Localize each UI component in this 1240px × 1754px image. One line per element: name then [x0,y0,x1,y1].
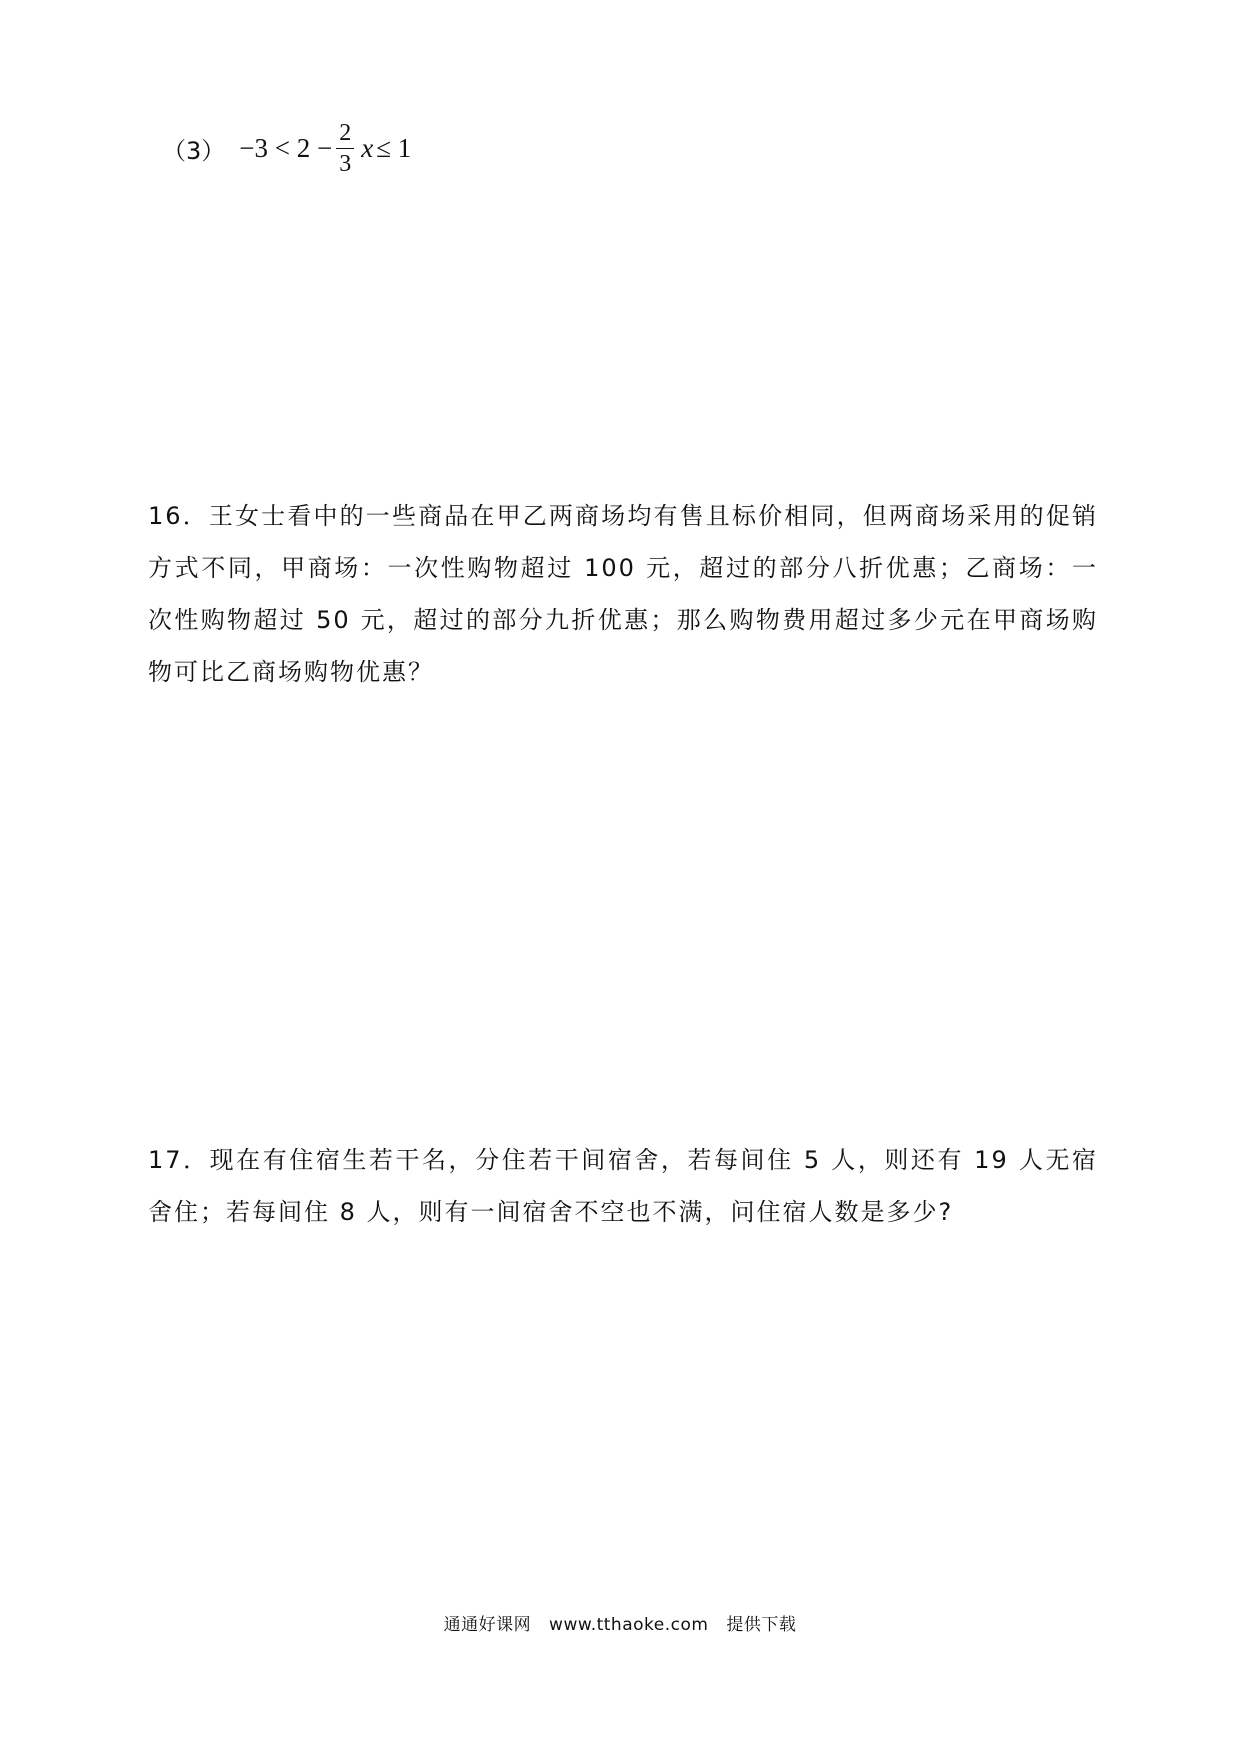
question-17 [148,1134,1098,1238]
footer-suffix: 提供下载 [726,1615,797,1635]
inequality [239,121,411,176]
inequality-left: −3 < 2 − [239,132,333,163]
fraction [336,121,354,176]
footer-url[interactable]: www.tthaoke.com [549,1615,709,1635]
footer-site-name: 通通好课网 [443,1615,532,1635]
inequality-right: ≤ 1 [376,132,412,163]
page-footer [0,1610,1240,1635]
question-16 [148,490,1098,698]
subquestion-3 [162,108,411,188]
subquestion-number: （3） [162,136,226,165]
question-17-text: 17．现在有住宿生若干名，分住若干间宿舍，若每间住 5 人，则还有 19 人无宿舍住；若每间住 8 人，则有一间宿舍不空也不满，问住宿人数是多少? [148,1146,1098,1226]
question-16-text: 16．王女士看中的一些商品在甲乙两商场均有售且标价相同，但两商场采用的促销方式不同，甲商场：一次性购物超过 100 元，超过的部分八折优惠；乙商场：一次性购物超过 50 元，超过的部分九折优惠；那么购物费用超过多少元在甲商场购物可比乙商场购物优惠？ [148,502,1098,686]
fraction-denominator: 3 [339,150,352,177]
fraction-numerator: 2 [339,119,352,146]
inequality-variable: x [361,132,374,163]
